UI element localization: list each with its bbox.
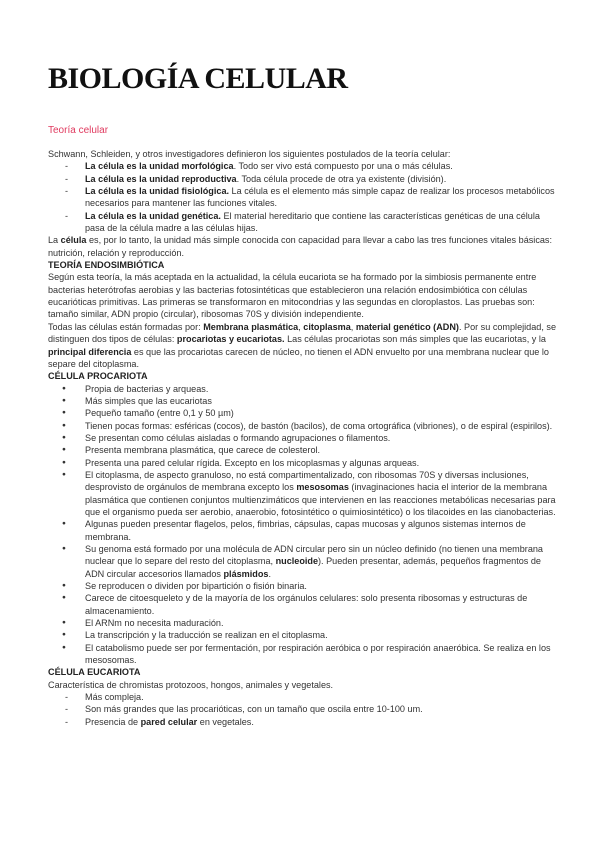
heading-endosimbiotica: TEORÍA ENDOSIMBIÓTICA xyxy=(48,260,165,271)
list-item: ● Se reproducen o dividen por bipartición o fisión binaria. xyxy=(48,580,558,592)
list-item: ● Más simples que las eucariotas xyxy=(48,395,558,407)
procariota-list xyxy=(48,383,558,667)
list-item: - La célula es la unidad genética. El material hereditario que contiene las características genéticas de una célula pasa de la célula madre a las células hijas. xyxy=(48,210,558,235)
intro-paragraph: Schwann, Schleiden, y otros investigadores definieron los siguientes postulados de la teoría celular: xyxy=(48,149,451,159)
list-item: ● El catabolismo puede ser por fermentación, por respiración aeróbica o por respiración anaeróbica. Se realiza en los mesosomas. xyxy=(48,642,558,667)
list-item: ● Algunas pueden presentar flagelos, pelos, fimbrias, cápsulas, capas mucosas y algunos sistemas internos de membrana. xyxy=(48,518,558,543)
list-item: ● Carece de citoesqueleto y de la mayoría de los orgánulos celulares: solo presenta ribosomas y estructuras de almacenamiento. xyxy=(48,592,558,617)
postulados-list xyxy=(48,160,558,234)
list-item: - La célula es la unidad reproductiva. Toda célula procede de otra ya existente (división). xyxy=(48,173,558,185)
eucariota-list xyxy=(48,691,558,728)
list-item: - Son más grandes que las procarióticas, con un tamaño que oscila entre 10-100 um. xyxy=(48,703,558,715)
list-item: ● Tienen pocas formas: esféricas (cocos), de bastón (bacilos), de coma ortográfica (vibriones), o de espiral (espirilos). xyxy=(48,420,558,432)
list-item: ● Presenta una pared celular rígida. Excepto en los micoplasmas y algunas arqueas. xyxy=(48,457,558,469)
section-heading-teoria-celular: Teoría celular xyxy=(48,125,109,136)
list-item: ● Presenta membrana plasmática, que carece de colesterol. xyxy=(48,444,558,456)
document-body xyxy=(48,148,558,728)
eucariota-intro: Característica de chromistas protozoos, hongos, animales y vegetales. xyxy=(48,679,334,690)
endosimbiotica-paragraph: Según esta teoría, la más aceptada en la actualidad, la célula eucariota se ha formado por la simbiosis permanente entre bacterias heterótrofas aerobias y las bacterias fotosintéticas que establecieron una relación endosimbiótica con células eucarióticas primitivas. Las primeras se transformaron en mitocondrias y las segundas en cloroplastos. Las pruebas son: tamaño similar, ADN propio (circular), ribosomas 70S y división independiente. xyxy=(48,272,537,320)
list-item: ● El citoplasma, de aspecto granuloso, no está compartimentalizado, con ribosomas 70S y diversas inclusiones, desprovisto de orgánulos de membrana excepto los mesosomas (invaginaciones hacia el interior de la membrana plasmática que contienen conjuntos multienzimáticos que intervienen en las reacciones metabólicas necesarias para que el organismo pueda ser aerobio, anaerobio, fotosintético o quimiosintético) o los tilacoides en las cianobacterias. xyxy=(48,469,558,518)
list-item: - Más compleja. xyxy=(48,691,558,703)
list-item: - La célula es la unidad morfológica. Todo ser vivo está compuesto por una o más células. xyxy=(48,160,558,172)
heading-eucariota: CÉLULA EUCARIOTA xyxy=(48,667,141,678)
page-title: BIOLOGÍA CELULAR xyxy=(48,62,348,95)
list-item: ● El ARNm no necesita maduración. xyxy=(48,617,558,629)
list-item: ● Su genoma está formado por una molécula de ADN circular pero sin un núcleo definido (no tienen una membrana nuclear que lo separe del resto del citoplasma, nucleoide). Pueden presentar, además, pequeños fragmentos de ADN circular accesorios llamados plásmidos. xyxy=(48,543,558,580)
celula-paragraph: La célula es, por lo tanto, la unidad más simple conocida con capacidad para llevar a cabo las tres funciones vitales básicas: nutrición, relación y reproducción. xyxy=(48,235,552,258)
list-item: ● La transcripción y la traducción se realizan en el citoplasma. xyxy=(48,629,558,641)
list-item: ● Se presentan como células aisladas o formando agrupaciones o filamentos. xyxy=(48,432,558,444)
heading-procariota: CÉLULA PROCARIOTA xyxy=(48,371,148,382)
list-item: - Presencia de pared celular en vegetales. xyxy=(48,716,558,728)
list-item: - La célula es la unidad fisiológica. La célula es el elemento más simple capaz de realizar los procesos metabólicos necesarios para mantener las funciones vitales. xyxy=(48,185,558,210)
tipos-celulas-paragraph: Todas las células están formadas por: Membrana plasmática, citoplasma, material genético (ADN). Por su complejidad, se distinguen dos tipos de células: procariotas y eucariotas. Las células procariotas son más simples que las eucariotas, y la principal diferencia es que las procariotas carecen de núcleo, no tienen el ADN envuelto por una membrana nuclear que lo separe del citoplasma. xyxy=(48,321,557,369)
list-item: ● Propia de bacterias y arqueas. xyxy=(48,383,558,395)
list-item: ● Pequeño tamaño (entre 0,1 y 50 µm) xyxy=(48,407,558,419)
